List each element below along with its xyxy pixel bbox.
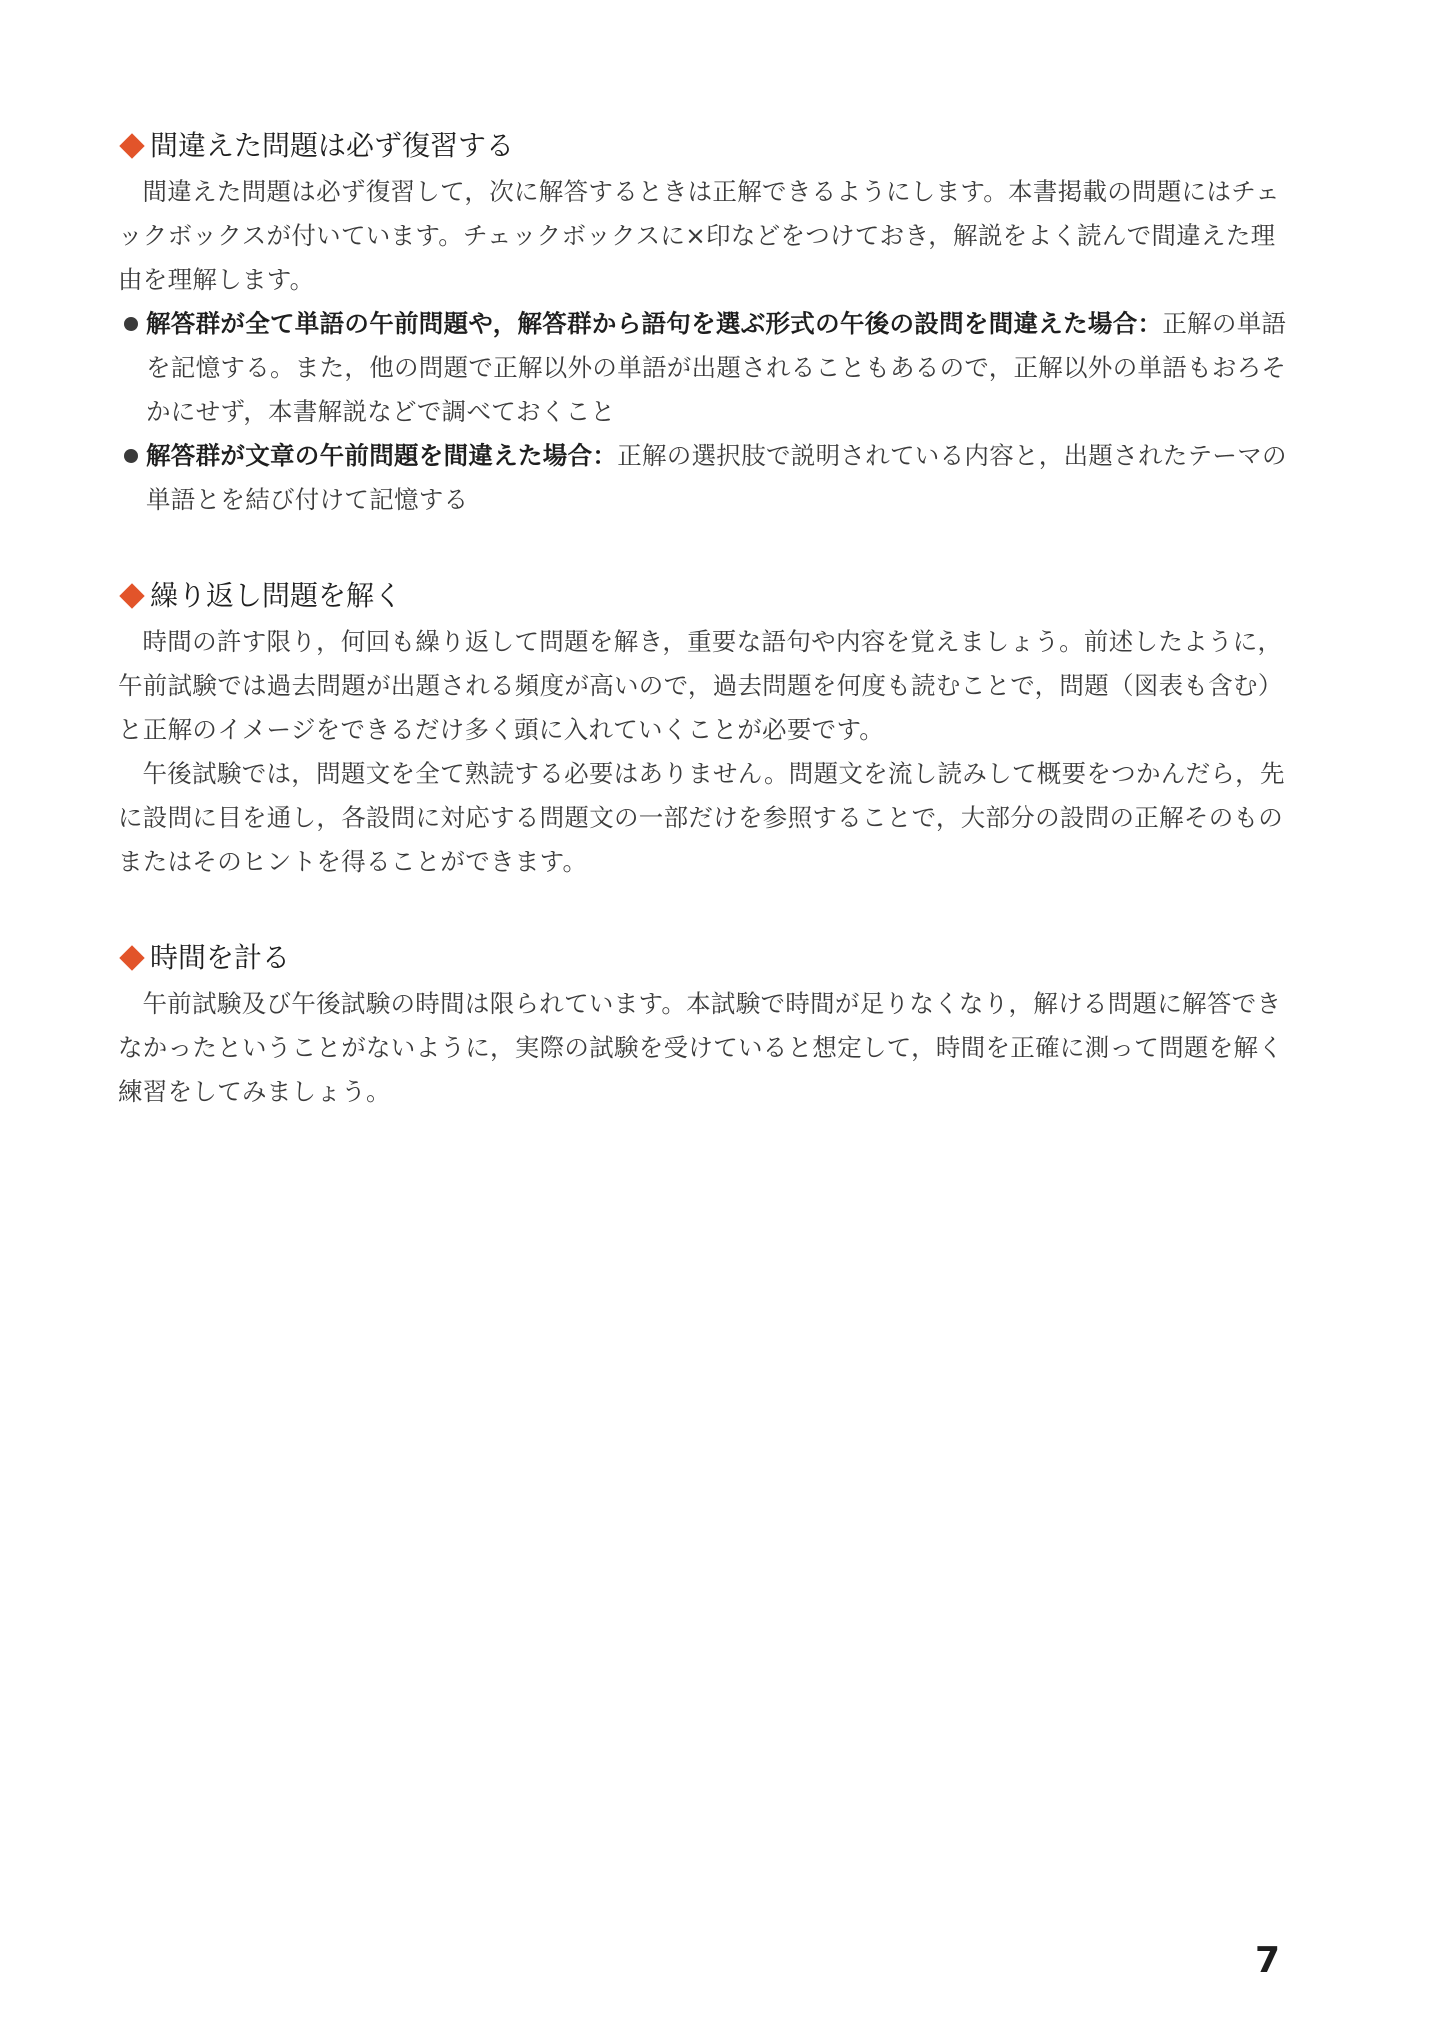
bullet-text: 正解の単語を記憶する。また，他の問題で正解以外の単語が出題されることもあるので，正解以外の単語もおろそかにせず，本書解説などで調べておくこと	[146, 309, 1287, 426]
bullet-body	[146, 302, 1288, 434]
section-heading	[118, 938, 1288, 978]
section-heading	[118, 576, 1288, 616]
section-time-practice	[118, 938, 1288, 1114]
page-number: 7	[1255, 1940, 1281, 1981]
bullet-lead: 解答群が全て単語の午前問題や，解答群から語句を選ぶ形式の午後の設問を間違えた場合：	[146, 309, 1163, 338]
paragraph: 午前試験及び午後試験の時間は限られています。本試験で時間が足りなくなり，解ける問題に解答できなかったということがないように，実際の試験を受けていると想定して，時間を正確に測って問題を解く練習をしてみましょう。	[118, 989, 1284, 1106]
paragraph: 間違えた問題は必ず復習して，次に解答するときは正解できるようにします。本書掲載の問題にはチェックボックスが付いています。チェックボックスに×印などをつけておき，解説をよく読んで間違えた理由を理解します。	[118, 177, 1281, 294]
diamond-bullet-icon	[119, 583, 144, 608]
paragraph: 午後試験では，問題文を全て熟読する必要はありません。問題文を流し読みして概要をつかんだら，先に設問に目を通し，各設問に対応する問題文の一部だけを参照することで，大部分の設問の正解そのものまたはそのヒントを得ることができます。	[118, 759, 1285, 876]
section-review-mistakes	[118, 126, 1288, 522]
bullet-item	[118, 434, 1288, 522]
section-repeat-practice	[118, 576, 1288, 884]
section-heading	[118, 126, 1288, 166]
section-heading-text: 繰り返し問題を解く	[150, 579, 403, 612]
bullet-dot-icon	[118, 434, 146, 522]
bullet-text: 正解の選択肢で説明されている内容と，出題されたテーマの単語とを結び付けて記憶する	[146, 441, 1287, 514]
document-page	[118, 126, 1288, 1168]
section-heading-text: 間違えた問題は必ず復習する	[150, 129, 515, 162]
bullet-dot-icon	[118, 302, 146, 434]
bullet-lead: 解答群が文章の午前問題を間違えた場合：	[146, 441, 618, 470]
paragraph: 時間の許す限り，何回も繰り返して問題を解き，重要な語句や内容を覚えましょう。前述したように，午前試験では過去問題が出題される頻度が高いので，過去問題を何度も読むことで，問題（図表も含む）と正解のイメージをできるだけ多く頭に入れていくことが必要です。	[118, 627, 1283, 744]
bullet-item	[118, 302, 1288, 434]
section-heading-text: 時間を計る	[150, 941, 291, 974]
diamond-bullet-icon	[119, 133, 144, 158]
diamond-bullet-icon	[119, 945, 144, 970]
bullet-body	[146, 434, 1288, 522]
